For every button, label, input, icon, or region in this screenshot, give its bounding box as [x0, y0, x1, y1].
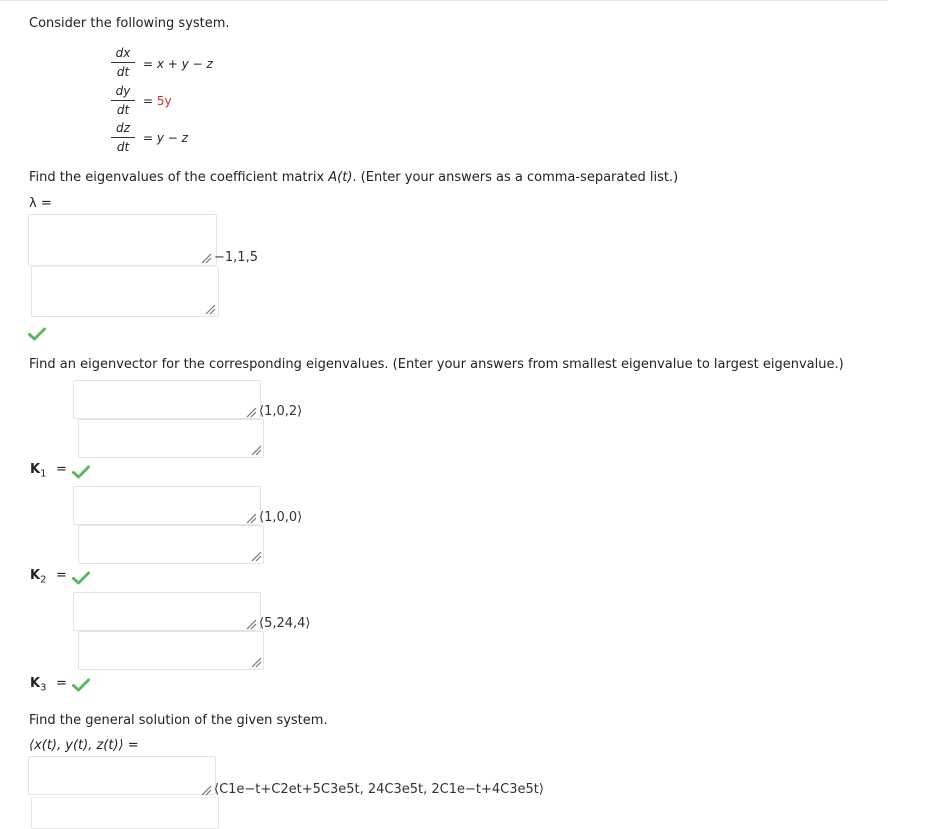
fraction-bar — [111, 137, 135, 138]
equals-sign: = — [123, 738, 139, 753]
k1-label — [30, 462, 46, 483]
equals-sign: = — [143, 94, 157, 108]
matrix-symbol: A(t) — [328, 170, 353, 185]
equals-sign: = — [143, 131, 157, 145]
top-divider — [0, 0, 888, 1]
prompt-text: Find the eigenvalues of the coefficient matrix — [29, 170, 329, 185]
resize-handle-icon[interactable] — [245, 618, 257, 630]
fraction-numerator: dx — [115, 46, 131, 60]
k2-label — [30, 568, 46, 589]
eigenvector-k1-answer: ⟨1,0,2⟩ — [259, 404, 303, 419]
k1-equals: = — [56, 462, 67, 477]
eigenvector-k3-preview-box[interactable] — [78, 631, 264, 670]
lambda-label: λ = — [29, 196, 52, 211]
solution-lhs — [29, 738, 139, 754]
resize-handle-icon[interactable] — [204, 303, 216, 315]
eigenvector-k3-input[interactable] — [73, 592, 261, 631]
k3-equals: = — [56, 676, 67, 691]
correct-check-icon — [72, 571, 90, 585]
fraction-dz-dt — [111, 121, 135, 154]
rhs-highlighted-term: 5y — [156, 94, 172, 108]
correct-check-icon — [72, 465, 90, 479]
rhs-expression: x + y − z — [156, 57, 213, 71]
fraction-bar — [111, 62, 135, 63]
eigenvalue-preview-box[interactable] — [31, 266, 219, 317]
general-solution-input[interactable] — [28, 756, 216, 795]
fraction-numerator: dz — [116, 121, 130, 135]
fraction-bar — [111, 100, 135, 101]
eigenvector-prompt: Find an eigenvector for the corresponding eigenvalues. (Enter your answers from smallest eigenvalue to largest eigenvalue.) — [29, 357, 844, 372]
eigenvalue-prompt — [29, 170, 678, 186]
resize-handle-icon[interactable] — [200, 252, 212, 264]
general-solution-answer: ⟨C1e−t+C2et+5C3e5t, 24C3e5t, 2C1e−t+4C3e5t⟩ — [214, 782, 544, 797]
k-subscript: 3 — [40, 682, 47, 694]
resize-handle-icon[interactable] — [250, 550, 262, 562]
correct-check-icon — [28, 327, 46, 341]
general-solution-preview-box[interactable] — [31, 797, 219, 829]
k3-label — [30, 676, 46, 697]
k-subscript: 2 — [40, 574, 47, 586]
resize-handle-icon[interactable] — [250, 444, 262, 456]
eigenvector-k2-preview-box[interactable] — [78, 525, 264, 564]
eigenvalue-input[interactable] — [28, 214, 217, 266]
equation-rhs-2 — [143, 94, 172, 108]
intro-text: Consider the following system. — [29, 16, 230, 31]
fraction-denominator: dt — [116, 103, 130, 117]
k-symbol: K — [30, 676, 41, 691]
equals-sign: = — [143, 57, 157, 71]
eigenvector-k1-input[interactable] — [73, 380, 261, 419]
fraction-dy-dt — [111, 84, 135, 117]
prompt-text: . (Enter your answers as a comma-separated list.) — [352, 170, 679, 185]
resize-handle-icon[interactable] — [245, 406, 257, 418]
resize-handle-icon[interactable] — [245, 512, 257, 524]
equation-rhs-1 — [143, 57, 213, 71]
equation-rhs-3 — [143, 131, 188, 145]
k-symbol: K — [30, 568, 41, 583]
eigenvector-k2-answer: ⟨1,0,0⟩ — [259, 510, 303, 525]
rhs-expression: y − z — [156, 131, 188, 145]
eigenvector-k2-input[interactable] — [73, 486, 261, 525]
correct-check-icon — [72, 678, 90, 692]
fraction-denominator: dt — [116, 65, 130, 79]
eigenvector-k1-preview-box[interactable] — [78, 419, 264, 458]
solution-vector-expression: ⟨x(t), y(t), z(t)⟩ — [29, 738, 124, 753]
general-solution-prompt: Find the general solution of the given system. — [29, 713, 328, 728]
resize-handle-icon[interactable] — [200, 784, 212, 796]
eigenvector-k3-answer: ⟨5,24,4⟩ — [259, 616, 311, 631]
fraction-denominator: dt — [116, 140, 130, 154]
fraction-numerator: dy — [115, 84, 131, 98]
resize-handle-icon[interactable] — [250, 656, 262, 668]
eigenvalue-answer: −1,1,5 — [214, 250, 258, 265]
k2-equals: = — [56, 568, 67, 583]
k-symbol: K — [30, 462, 41, 477]
k-subscript: 1 — [40, 468, 47, 480]
fraction-dx-dt — [111, 46, 135, 79]
